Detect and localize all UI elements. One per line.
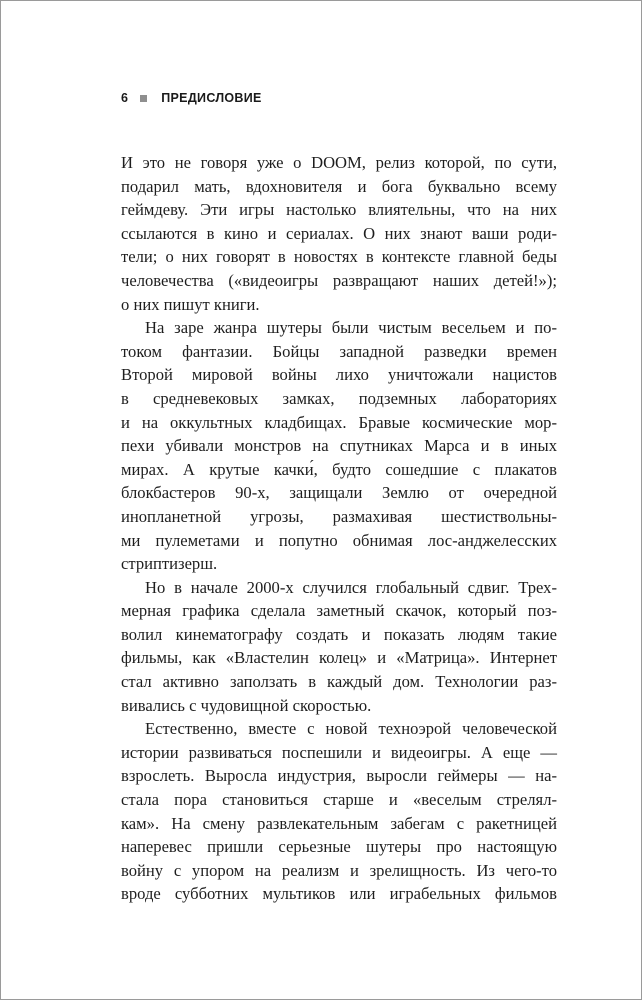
text-line: вивались с чудовищной скоростью. <box>121 695 372 715</box>
text-line: геймдеву. Эти игры настолько влиятельны, что на них <box>121 200 557 220</box>
text-line: вроде субботних мультиков или играбельных фильмов <box>121 884 557 904</box>
text-line: в средневековых замках, подземных лабораториях <box>121 388 557 408</box>
text-line: о них пишут книги. <box>121 294 260 314</box>
text-line: кам». На смену развлекательным забегам с ракетницей <box>121 813 557 833</box>
text-line: блокбастеров 90-х, защищали Землю от очередной <box>121 483 557 503</box>
text-line: ссылаются в кино и сериалах. О них знают ваши роди- <box>121 223 557 243</box>
text-line: истории развиваться поспешили и видеоигры. А еще — <box>121 742 557 762</box>
text-line: и на оккультных кладбищах. Бравые космические мор- <box>121 412 557 432</box>
text-line: На заре жанра шутеры были чистым весельем и по- <box>145 318 557 338</box>
text-line: фильмы, как «Властелин колец» и «Матрица». Интернет <box>121 648 557 668</box>
paragraph <box>121 316 557 576</box>
running-header <box>121 91 262 105</box>
text-line: Но в начале 2000-х случился глобальный сдвиг. Трех- <box>145 577 557 597</box>
text-line: волил кинематографу создать и показать людям такие <box>121 624 557 644</box>
section-title: ПРЕДИСЛОВИЕ <box>161 91 262 105</box>
text-line: мирах. А крутые качки́, будто сошедшие с плакатов <box>121 459 557 479</box>
text-line: подарил мать, вдохновителя и бога буквально всему <box>121 176 557 196</box>
text-line: взрослеть. Выросла индустрия, выросли геймеры — на- <box>121 766 557 786</box>
text-line: человечества («видеоигры развращают наших детей!»); <box>121 270 557 290</box>
paragraph <box>121 717 557 906</box>
text-line: стал активно заползать в каждый дом. Технологии раз- <box>121 672 557 692</box>
text-line: войну с упором на реализм и зрелищность. Из чего-то <box>121 860 557 880</box>
text-line: И это не говоря уже о DOOM, релиз которой, по сути, <box>121 153 557 172</box>
text-line: током фантазии. Бойцы западной разведки времен <box>121 341 557 361</box>
text-line: стала пора становиться старше и «веселым стрелял- <box>121 790 557 810</box>
body-text <box>121 151 557 906</box>
text-line: пехи убивали монстров на спутниках Марса и в иных <box>121 436 557 456</box>
paragraph <box>121 151 557 316</box>
header-square-ornament <box>140 95 147 102</box>
text-line: инопланетной угрозы, размахивая шестиствольны- <box>121 506 557 526</box>
page-number: 6 <box>121 91 129 105</box>
text-line: Естественно, вместе с новой техноэрой человеческой <box>145 719 557 739</box>
text-line: Второй мировой войны лихо уничтожали нацистов <box>121 365 557 385</box>
text-line: наперевес пришли серьезные шутеры про настоящую <box>121 837 557 857</box>
text-line: ми пулеметами и попутно обнимая лос-анджелесских <box>121 530 557 550</box>
text-line: тели; о них говорят в новостях в контексте главной беды <box>121 247 557 267</box>
paragraph <box>121 576 557 718</box>
text-line: стриптизерш. <box>121 554 218 574</box>
text-line: мерная графика сделала заметный скачок, который поз- <box>121 601 557 621</box>
